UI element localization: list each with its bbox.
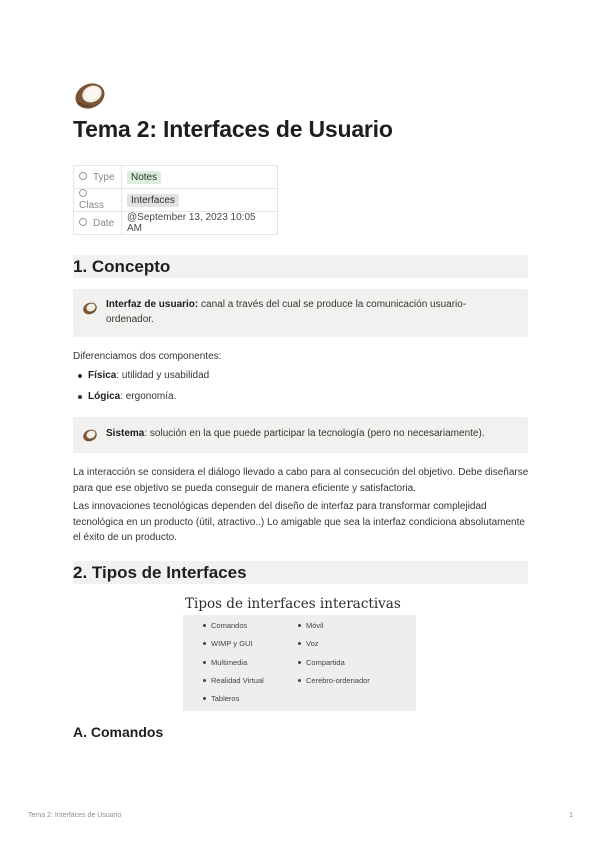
bullet-text: : utilidad y usabilidad: [116, 370, 210, 381]
type-tag[interactable]: Notes: [127, 171, 161, 184]
figure-item: Voz: [296, 639, 370, 657]
interfaces-figure: [183, 596, 416, 711]
section-heading-concepto: 1. Concepto: [73, 257, 171, 276]
paragraph-interaccion: La interacción se considera el diálogo llevado a cabo para al consecución del objetivo. Debe diseñarse para que ese objetivo se pueda conseguir de manera eficiente y satisfactoria.: [73, 467, 529, 494]
property-row-date[interactable]: [74, 212, 278, 235]
page-number: 1: [569, 812, 573, 819]
date-value[interactable]: @September 13, 2023 10:05 AM: [127, 212, 256, 234]
property-key: Class: [79, 200, 105, 211]
figure-item: Móvil: [296, 621, 370, 639]
select-property-icon: [79, 189, 87, 197]
list-item: [73, 390, 209, 411]
list-item: [73, 369, 209, 390]
page-title: Tema 2: Interfaces de Usuario: [73, 116, 393, 142]
coconut-icon: [73, 80, 107, 110]
footer-title: Tema 2: Interfaces de Usuario: [28, 812, 122, 819]
callout-term: Interfaz de usuario:: [106, 299, 199, 310]
properties-table: [73, 165, 278, 235]
callout-text: [106, 298, 508, 327]
intro-text: Diferenciamos dos componentes:: [73, 351, 222, 362]
property-key: Type: [93, 171, 115, 183]
coconut-icon: [82, 428, 98, 442]
class-tag[interactable]: Interfaces: [127, 194, 179, 207]
property-row-class[interactable]: [74, 189, 278, 212]
figure-item: Cerebro-ordenador: [296, 676, 370, 694]
figure-item: WIMP y GUI: [201, 639, 264, 657]
callout-term: Sistema: [106, 428, 145, 439]
paragraph-innovaciones: Las innovaciones tecnológicas dependen del diseño de interfaz para transformar complejidad tecnológica en un producto (útil, atractivo..) Lo amigable que sea la interfaz condiciona absolutamente el éxito de un producto.: [73, 501, 525, 543]
figure-title: Tipos de interfaces interactivas: [185, 596, 401, 612]
figure-box: [183, 615, 416, 711]
callout-definition: : solución en la que puede participar la tecnología (pero no necesariamente).: [144, 428, 485, 439]
figure-item: Realidad Virtual: [201, 676, 264, 694]
clock-icon: [79, 218, 87, 226]
figure-item: Compartida: [296, 658, 370, 676]
section-heading-band: [73, 255, 528, 278]
bullet-term: Lógica: [88, 391, 121, 402]
subheading-comandos: A. Comandos: [73, 724, 164, 740]
callout-interfaz: [73, 289, 528, 337]
bullet-text: : ergonomía.: [120, 391, 177, 402]
section-heading-tipos: 2. Tipos de Interfaces: [73, 563, 247, 582]
property-row-type[interactable]: [74, 166, 278, 189]
figure-item: Tableros: [201, 694, 264, 712]
callout-definition: canal a través del cual se produce la comunicación usuario-ordenador.: [106, 299, 467, 325]
select-property-icon: [79, 172, 87, 180]
coconut-icon: [82, 301, 98, 315]
figure-column-right: [296, 621, 370, 694]
figure-item: Comandos: [201, 621, 264, 639]
property-key: Date: [93, 217, 115, 229]
figure-column-left: [201, 621, 264, 712]
callout-text: [106, 427, 508, 442]
bullet-list: [73, 369, 209, 411]
bullet-term: Física: [88, 370, 117, 381]
figure-item: Multimedia: [201, 658, 264, 676]
callout-sistema: [73, 417, 528, 453]
section-heading-band: [73, 561, 528, 584]
